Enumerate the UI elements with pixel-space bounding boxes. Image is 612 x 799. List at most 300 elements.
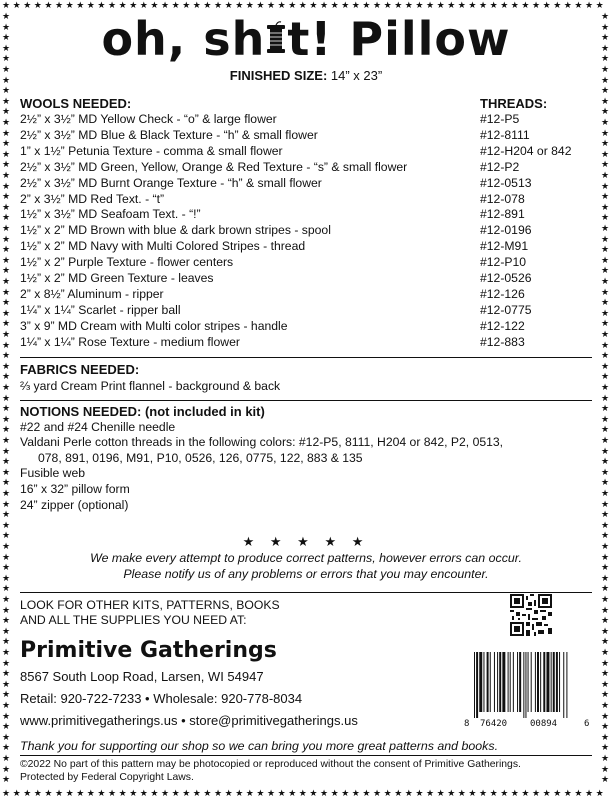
look-line: AND ALL THE SUPPLIES YOU NEED AT:: [20, 613, 247, 627]
wool-row: [20, 271, 592, 287]
border-star-icon: ★: [2, 371, 11, 382]
wool-row: [20, 112, 592, 128]
border-star-icon: ★: [235, 0, 244, 10]
fabrics-section: [20, 362, 592, 394]
border-star-icon: ★: [601, 668, 610, 679]
border-star-icon: ★: [585, 0, 594, 10]
border-star-icon: ★: [330, 788, 339, 798]
border-star-icon: ★: [595, 788, 604, 798]
border-star-icon: ★: [235, 788, 244, 798]
wool-row: [20, 128, 592, 144]
border-star-icon: ★: [601, 254, 610, 265]
border-star-icon: ★: [601, 403, 610, 414]
wool-thread: #12-P10: [480, 255, 527, 270]
border-star-icon: ★: [309, 0, 318, 10]
border-star-icon: ★: [601, 498, 610, 509]
fabrics-line: ⅔ yard Cream Print flannel - background & back: [20, 379, 281, 393]
border-star-icon: ★: [298, 788, 307, 798]
divider: [20, 357, 592, 358]
border-star-icon: ★: [601, 678, 610, 689]
border-star-icon: ★: [542, 0, 551, 10]
barcode-bar: [543, 652, 545, 712]
border-star-icon: ★: [256, 788, 265, 798]
border-star-icon: ★: [542, 788, 551, 798]
border-star-icon: ★: [2, 74, 11, 85]
border-star-icon: ★: [33, 788, 42, 798]
border-star-icon: ★: [601, 329, 610, 339]
border-star-icon: ★: [601, 424, 610, 435]
wool-thread: #12-0196: [480, 223, 532, 238]
border-star-icon: ★: [601, 244, 610, 255]
border-star-icon: ★: [2, 360, 11, 371]
threads-header: THREADS:: [480, 96, 548, 111]
border-star-icon: ★: [500, 0, 509, 10]
border-star-icon: ★: [309, 788, 318, 798]
barcode-bar: [476, 652, 478, 718]
border-star-icon: ★: [601, 11, 610, 21]
border-star-icon: ★: [330, 0, 339, 10]
barcode-bar: [502, 652, 505, 712]
wool-thread: #12-122: [480, 318, 525, 333]
border-star-icon: ★: [601, 689, 610, 700]
border-star-icon: ★: [2, 788, 11, 798]
border-star-icon: ★: [601, 700, 610, 710]
border-star-icon: ★: [2, 657, 11, 668]
border-star-icon: ★: [563, 788, 572, 798]
border-star-icon: ★: [2, 774, 11, 785]
border-star-icon: ★: [182, 788, 191, 798]
border-star-icon: ★: [2, 117, 11, 127]
wool-description: 1½” x 2” MD Green Texture - leaves: [20, 271, 214, 286]
border-star-icon: ★: [2, 159, 11, 170]
wool-description: 1¼” x 1¼” Rose Texture - medium flower: [20, 334, 240, 349]
border-star-icon: ★: [2, 233, 11, 244]
barcode-bar: [525, 652, 526, 718]
border-star-icon: ★: [320, 0, 329, 10]
border-star-icon: ★: [601, 456, 610, 467]
barcode-bar: [559, 652, 560, 712]
border-star-icon: ★: [601, 42, 610, 53]
border-star-icon: ★: [108, 788, 117, 798]
border-star-icon: ★: [2, 562, 11, 573]
notions-header: NOTIONS NEEDED: (not included in kit): [20, 404, 265, 419]
border-star-icon: ★: [489, 788, 498, 798]
thank-you-note: Thank you for supporting our shop so we can bring you more great patterns and books.: [20, 739, 499, 753]
wool-row: [20, 144, 592, 160]
border-star-icon: ★: [44, 0, 53, 10]
border-star-icon: ★: [2, 742, 11, 753]
barcode-bar: [499, 652, 501, 712]
border-star-icon: ★: [479, 788, 488, 798]
border-star-icon: ★: [415, 0, 424, 10]
border-star-icon: ★: [601, 466, 610, 477]
barcode-bar: [535, 652, 536, 712]
border-star-icon: ★: [2, 106, 11, 117]
border-star-icon: ★: [320, 788, 329, 798]
border-star-icon: ★: [601, 117, 610, 127]
wool-description: 1” x 1½” Petunia Texture - comma & small flower: [20, 143, 283, 158]
address: 8567 South Loop Road, Larsen, WI 54947: [20, 669, 264, 684]
wools-header: WOOLS NEEDED:: [20, 96, 132, 111]
border-star-icon: ★: [118, 0, 127, 10]
barcode-digits-2: 00894: [530, 719, 558, 729]
border-star-icon: ★: [510, 0, 519, 10]
border-star-icon: ★: [426, 0, 435, 10]
border-star-icon: ★: [601, 201, 610, 212]
wool-thread: #12-0513: [480, 175, 532, 190]
border-star-icon: ★: [2, 498, 11, 509]
barcode-bar: [479, 652, 482, 712]
wool-row: [20, 160, 592, 176]
border-star-icon: ★: [65, 0, 74, 10]
notions-item: #22 and #24 Chenille needle: [20, 419, 176, 434]
border-star-icon: ★: [76, 788, 85, 798]
border-star-icon: ★: [2, 382, 11, 392]
wool-thread: #12-078: [480, 191, 525, 206]
wool-description: 3” x 9” MD Cream with Multi color stripes - handle: [20, 318, 288, 333]
divider: [20, 400, 592, 401]
border-star-icon: ★: [214, 788, 223, 798]
barcode-bar: [537, 652, 539, 712]
border-star-icon: ★: [351, 788, 360, 798]
wool-thread: #12-M91: [480, 239, 529, 254]
wool-thread: #12-P5: [480, 112, 520, 126]
wools-list: [20, 112, 592, 351]
border-star-icon: ★: [192, 0, 201, 10]
spool-icon: [265, 16, 287, 52]
border-star-icon: ★: [601, 763, 610, 774]
border-star-icon: ★: [362, 0, 371, 10]
border-star-icon: ★: [2, 604, 11, 615]
border-star-icon: ★: [601, 32, 610, 43]
border-star-icon: ★: [601, 413, 610, 424]
border-star-icon: ★: [457, 0, 466, 10]
border-star-icon: ★: [2, 276, 11, 286]
border-star-icon: ★: [2, 307, 11, 318]
wool-thread: #12-H204 or 842: [480, 143, 572, 158]
border-star-icon: ★: [436, 0, 445, 10]
border-star-icon: ★: [373, 0, 382, 10]
border-star-icon: ★: [2, 201, 11, 212]
border-star-icon: ★: [2, 763, 11, 774]
border-star-icon: ★: [2, 636, 11, 647]
border-star-icon: ★: [563, 0, 572, 10]
border-star-icon: ★: [2, 180, 11, 191]
border-star-icon: ★: [601, 276, 610, 286]
border-star-icon: ★: [118, 788, 127, 798]
border-star-icon: ★: [2, 509, 11, 520]
border-star-icon: ★: [601, 170, 610, 180]
border-star-icon: ★: [2, 32, 11, 43]
border-star-icon: ★: [601, 594, 610, 604]
border-star-icon: ★: [601, 297, 610, 308]
border-star-icon: ★: [245, 0, 254, 10]
border-star-icon: ★: [415, 788, 424, 798]
notions-item: Valdani Perle cotton threads in the following colors: #12-P5, 8111, H204 or 842, P2, 0513,: [20, 435, 504, 450]
qr-code-icon: [510, 594, 552, 636]
pattern-title: [20, 14, 592, 64]
border-star-icon: ★: [394, 0, 403, 10]
copyright: [20, 758, 592, 784]
border-star-icon: ★: [601, 339, 610, 350]
border-star-icon: ★: [436, 788, 445, 798]
wool-thread: #12-0775: [480, 302, 532, 317]
wool-description: 2½” x 3½” MD Yellow Check - “o” & large flower: [20, 112, 277, 126]
border-star-icon: ★: [601, 371, 610, 382]
border-star-icon: ★: [2, 445, 11, 456]
border-star-icon: ★: [574, 788, 583, 798]
border-star-icon: ★: [2, 254, 11, 265]
border-star-icon: ★: [2, 477, 11, 488]
brand-name: Primitive Gatherings: [20, 638, 277, 663]
wool-row: [20, 303, 592, 319]
wool-description: 2” x 8½” Aluminum - ripper: [20, 286, 164, 301]
border-star-icon: ★: [447, 788, 456, 798]
border-star-icon: ★: [601, 265, 610, 276]
border-star-icon: ★: [373, 788, 382, 798]
border-star-icon: ★: [601, 583, 610, 594]
disclaimer-line: We make every attempt to produce correct patterns, however errors can occur.: [90, 551, 522, 565]
border-star-icon: ★: [601, 127, 610, 138]
wool-row: [20, 192, 592, 208]
wool-description: 2½” x 3½” MD Burnt Orange Texture - “h” & small flower: [20, 175, 322, 190]
pattern-back-page: [20, 0, 592, 799]
border-star-icon: ★: [2, 318, 11, 329]
barcode-bar: [531, 652, 532, 712]
finished-size-label: FINISHED SIZE:: [229, 68, 328, 83]
border-star-icon: ★: [65, 788, 74, 798]
barcode-bar: [540, 652, 541, 712]
border-star-icon: ★: [2, 53, 11, 64]
barcode-bar: [517, 652, 518, 712]
notions-section: [20, 404, 592, 513]
border-star-icon: ★: [601, 562, 610, 573]
border-star-icon: ★: [2, 700, 11, 710]
border-star-icon: ★: [601, 742, 610, 753]
border-star-icon: ★: [2, 297, 11, 308]
border-star-icon: ★: [521, 788, 530, 798]
border-star-icon: ★: [601, 445, 610, 456]
border-star-icon: ★: [601, 307, 610, 318]
border-star-icon: ★: [298, 0, 307, 10]
barcode-bar: [546, 652, 549, 712]
border-star-icon: ★: [601, 350, 610, 361]
border-star-icon: ★: [2, 170, 11, 180]
wool-description: 1½” x 2” Purple Texture - flower centers: [20, 255, 234, 270]
border-star-icon: ★: [601, 572, 610, 583]
border-star-icon: ★: [601, 85, 610, 96]
wool-row: [20, 335, 592, 351]
finished-size: [20, 68, 592, 83]
border-star-icon: ★: [601, 615, 610, 626]
border-star-icon: ★: [2, 753, 11, 763]
barcode-bar: [497, 652, 498, 712]
border-star-icon: ★: [182, 0, 191, 10]
border-star-icon: ★: [2, 541, 11, 551]
border-star-icon: ★: [161, 788, 170, 798]
border-star-icon: ★: [601, 212, 610, 223]
border-star-icon: ★: [277, 0, 286, 10]
barcode-bar: [553, 652, 555, 712]
border-star-icon: ★: [2, 583, 11, 594]
border-star-icon: ★: [288, 0, 297, 10]
notions-item: 24” zipper (optional): [20, 497, 129, 512]
border-star-icon: ★: [2, 594, 11, 604]
border-star-icon: ★: [129, 788, 138, 798]
border-star-icon: ★: [601, 286, 610, 297]
web-and-email: www.primitivegatherings.us • store@primitivegatherings.us: [20, 713, 358, 728]
notions-item: Fusible web: [20, 466, 86, 481]
barcode-digit-right: 6: [584, 719, 590, 729]
border-star-icon: ★: [2, 615, 11, 626]
border-star-icon: ★: [203, 788, 212, 798]
border-star-icon: ★: [86, 788, 95, 798]
border-star-icon: ★: [2, 11, 11, 21]
wool-thread: #12-891: [480, 207, 525, 222]
notions-item: 16” x 32” pillow form: [20, 481, 130, 496]
border-star-icon: ★: [224, 788, 233, 798]
border-star-icon: ★: [44, 788, 53, 798]
border-star-icon: ★: [601, 721, 610, 732]
divider: [20, 592, 592, 593]
border-star-icon: ★: [601, 74, 610, 85]
border-star-icon: ★: [585, 788, 594, 798]
border-star-icon: ★: [601, 488, 610, 498]
wool-thread: #12-883: [480, 334, 525, 349]
wool-row: [20, 223, 592, 239]
wool-row: [20, 287, 592, 303]
stars-divider: ★ ★ ★ ★ ★: [242, 534, 370, 549]
border-star-icon: ★: [601, 318, 610, 329]
border-star-icon: ★: [129, 0, 138, 10]
barcode-bar: [528, 652, 529, 712]
barcode-bar: [474, 652, 475, 718]
border-star-icon: ★: [2, 403, 11, 414]
border-star-icon: ★: [2, 424, 11, 435]
border-star-icon: ★: [394, 788, 403, 798]
border-star-icon: ★: [595, 0, 604, 10]
border-star-icon: ★: [2, 625, 11, 636]
border-star-icon: ★: [601, 53, 610, 64]
border-star-icon: ★: [601, 636, 610, 647]
border-star-icon: ★: [601, 541, 610, 551]
border-star-icon: ★: [601, 21, 610, 32]
border-star-icon: ★: [2, 466, 11, 477]
border-star-icon: ★: [23, 0, 32, 10]
border-star-icon: ★: [2, 551, 11, 562]
border-star-icon: ★: [2, 127, 11, 138]
border-star-icon: ★: [2, 138, 11, 149]
wool-row: [20, 319, 592, 335]
border-star-icon: ★: [2, 731, 11, 742]
barcode: [464, 652, 592, 732]
barcode-bar: [519, 652, 521, 712]
border-star-icon: ★: [2, 488, 11, 498]
wool-description: 2½” x 3½” MD Blue & Black Texture - “h” & small flower: [20, 127, 318, 142]
border-star-icon: ★: [12, 788, 21, 798]
wool-row: [20, 176, 592, 192]
border-star-icon: ★: [203, 0, 212, 10]
border-star-icon: ★: [97, 0, 106, 10]
title-part-2: t! Pillow: [287, 12, 511, 66]
border-star-icon: ★: [288, 788, 297, 798]
border-star-icon: ★: [383, 788, 392, 798]
border-star-icon: ★: [468, 0, 477, 10]
border-star-icon: ★: [601, 647, 610, 657]
wool-description: 1½” x 3½” MD Seafoam Text. - “!”: [20, 207, 201, 222]
border-star-icon: ★: [86, 0, 95, 10]
border-star-icon: ★: [489, 0, 498, 10]
border-star-icon: ★: [601, 530, 610, 541]
border-star-icon: ★: [2, 148, 11, 159]
fabrics-header: FABRICS NEEDED:: [20, 362, 140, 377]
barcode-digit-left: 8: [464, 719, 470, 729]
border-star-icon: ★: [601, 509, 610, 520]
border-star-icon: ★: [2, 721, 11, 732]
border-star-icon: ★: [601, 710, 610, 721]
wool-description: 1½” x 2” MD Navy with Multi Colored Stripes - thread: [20, 239, 306, 254]
wool-thread: #12-0526: [480, 271, 532, 286]
border-star-icon: ★: [351, 0, 360, 10]
phone-numbers: Retail: 920-722-7233 • Wholesale: 920-778-8034: [20, 691, 303, 706]
border-star-icon: ★: [468, 788, 477, 798]
border-star-icon: ★: [2, 339, 11, 350]
border-star-icon: ★: [2, 689, 11, 700]
border-star-icon: ★: [150, 0, 159, 10]
barcode-bar: [556, 652, 558, 712]
divider: [20, 755, 592, 756]
border-star-icon: ★: [383, 0, 392, 10]
border-star-icon: ★: [341, 788, 350, 798]
border-star-icon: ★: [2, 329, 11, 339]
border-star-icon: ★: [12, 0, 21, 10]
border-star-icon: ★: [23, 788, 32, 798]
border-star-icon: ★: [2, 85, 11, 96]
border-star-icon: ★: [2, 0, 11, 10]
border-star-icon: ★: [601, 604, 610, 615]
border-star-icon: ★: [601, 435, 610, 445]
border-star-icon: ★: [574, 0, 583, 10]
wool-description: 2” x 3½” MD Red Text. - “t”: [20, 191, 165, 206]
border-star-icon: ★: [2, 223, 11, 233]
wool-row: [20, 239, 592, 255]
border-star-icon: ★: [277, 788, 286, 798]
border-star-icon: ★: [150, 788, 159, 798]
border-star-icon: ★: [2, 392, 11, 403]
border-star-icon: ★: [601, 148, 610, 159]
border-star-icon: ★: [267, 788, 276, 798]
border-star-icon: ★: [2, 530, 11, 541]
border-star-icon: ★: [532, 788, 541, 798]
border-star-icon: ★: [601, 360, 610, 371]
border-star-icon: ★: [601, 95, 610, 106]
border-star-icon: ★: [601, 753, 610, 763]
border-star-icon: ★: [2, 21, 11, 32]
border-star-icon: ★: [553, 0, 562, 10]
wool-row: [20, 207, 592, 223]
border-star-icon: ★: [532, 0, 541, 10]
notions-item: 078, 891, 0196, M91, P10, 0526, 126, 0775, 122, 883 & 135: [38, 450, 363, 465]
border-star-icon: ★: [2, 710, 11, 721]
barcode-bar: [566, 652, 567, 718]
border-star-icon: ★: [601, 138, 610, 149]
border-star-icon: ★: [521, 0, 530, 10]
wool-description: 1¼” x 1¼” Scarlet - ripper ball: [20, 302, 181, 317]
border-star-icon: ★: [601, 392, 610, 403]
border-star-icon: ★: [404, 788, 413, 798]
border-star-icon: ★: [601, 106, 610, 117]
border-star-icon: ★: [2, 413, 11, 424]
